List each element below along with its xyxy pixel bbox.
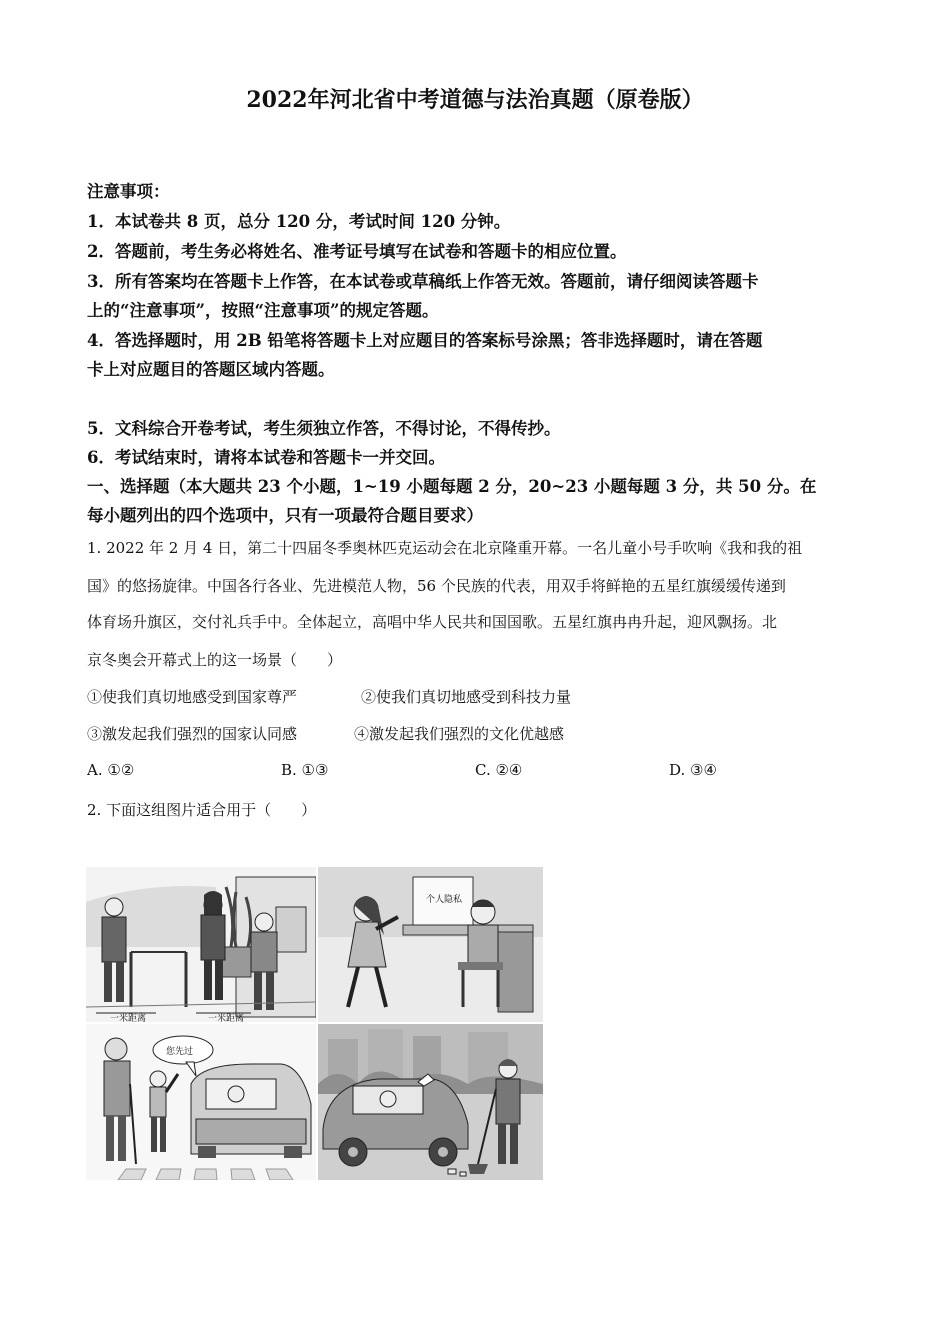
notice-item: 4．答选择题时，用 2B 铅笔将答题卡上对应题目的答案标号涂黑；答非选择题时，请在答题: [87, 331, 763, 350]
section-heading: 一、选择题（本大题共 23 个小题，1~19 小题每题 2 分，20~23 小题每题 3 分，共 50 分。在: [87, 477, 817, 496]
q1-option-a: A. ①②: [87, 761, 135, 779]
notice-item: 3．所有答案均在答题卡上作答，在本试卷或草稿纸上作答无效。答题前，请仔细阅读答题卡: [87, 272, 759, 291]
q1-option-b: B. ①③: [281, 761, 329, 779]
q1-stem-line: 国》的悠扬旋律。中国各行各业、先进模范人物，56 个民族的代表，用双手将鲜艳的五星红旗缓缓传递到: [87, 577, 786, 595]
q2-comic-grid: [86, 867, 543, 1180]
caption-one-meter-right: 一米距离: [208, 1014, 245, 1022]
q1-option-c: C. ②④: [475, 761, 523, 779]
caption-one-meter-left: 一米距离: [110, 1014, 147, 1022]
q1-statement: ②使我们真切地感受到科技力量: [361, 688, 572, 706]
comic-panel-crosswalk: [86, 1024, 316, 1180]
caption-speech: 您先过: [166, 1047, 194, 1057]
comic-panel-queue: [86, 867, 316, 1022]
notice-item: 卡上对应题目的答题区域内答题。: [87, 360, 335, 379]
notice-item: 2．答题前，考生务必将姓名、准考证号填写在试卷和答题卡的相应位置。: [87, 242, 627, 261]
caption-screen: 个人隐私: [426, 895, 463, 905]
notice-item: 上的“注意事项”，按照“注意事项”的规定答题。: [87, 301, 439, 320]
page-title: 2022年河北省中考道德与法治真题（原卷版）: [246, 87, 704, 113]
notice-item: 1．本试卷共 8 页，总分 120 分，考试时间 120 分钟。: [87, 212, 511, 231]
q1-stem-line: 1. 2022 年 2 月 4 日，第二十四届冬季奥林匹克运动会在北京隆重开幕。一名儿童小号手吹响《我和我的祖: [87, 539, 803, 557]
q1-statement: ①使我们真切地感受到国家尊严: [87, 688, 298, 706]
q2-stem: 2. 下面这组图片适合用于（ ）: [87, 801, 317, 819]
comic-panel-littering: [318, 1024, 543, 1180]
q1-stem-line: 体育场升旗区，交付礼兵手中。全体起立，高唱中华人民共和国国歌。五星红旗冉冉升起，迎风飘扬。北: [87, 613, 778, 631]
notice-item: 6．考试结束时，请将本试卷和答题卡一并交回。: [87, 448, 445, 467]
notice-item: 5．文科综合开卷考试，考生须独立作答，不得讨论，不得传抄。: [87, 419, 561, 438]
notice-heading: 注意事项：: [87, 182, 170, 201]
q1-option-d: D. ③④: [669, 761, 717, 779]
section-heading-cont: 每小题列出的四个选项中，只有一项最符合题目要求）: [87, 506, 483, 525]
q1-stem-line: 京冬奥会开幕式上的这一场景（ ）: [87, 651, 343, 669]
q1-statement: ④激发起我们强烈的文化优越感: [354, 725, 565, 743]
comic-panel-privacy: [318, 867, 543, 1022]
q1-statement: ③激发起我们强烈的国家认同感: [87, 725, 298, 743]
